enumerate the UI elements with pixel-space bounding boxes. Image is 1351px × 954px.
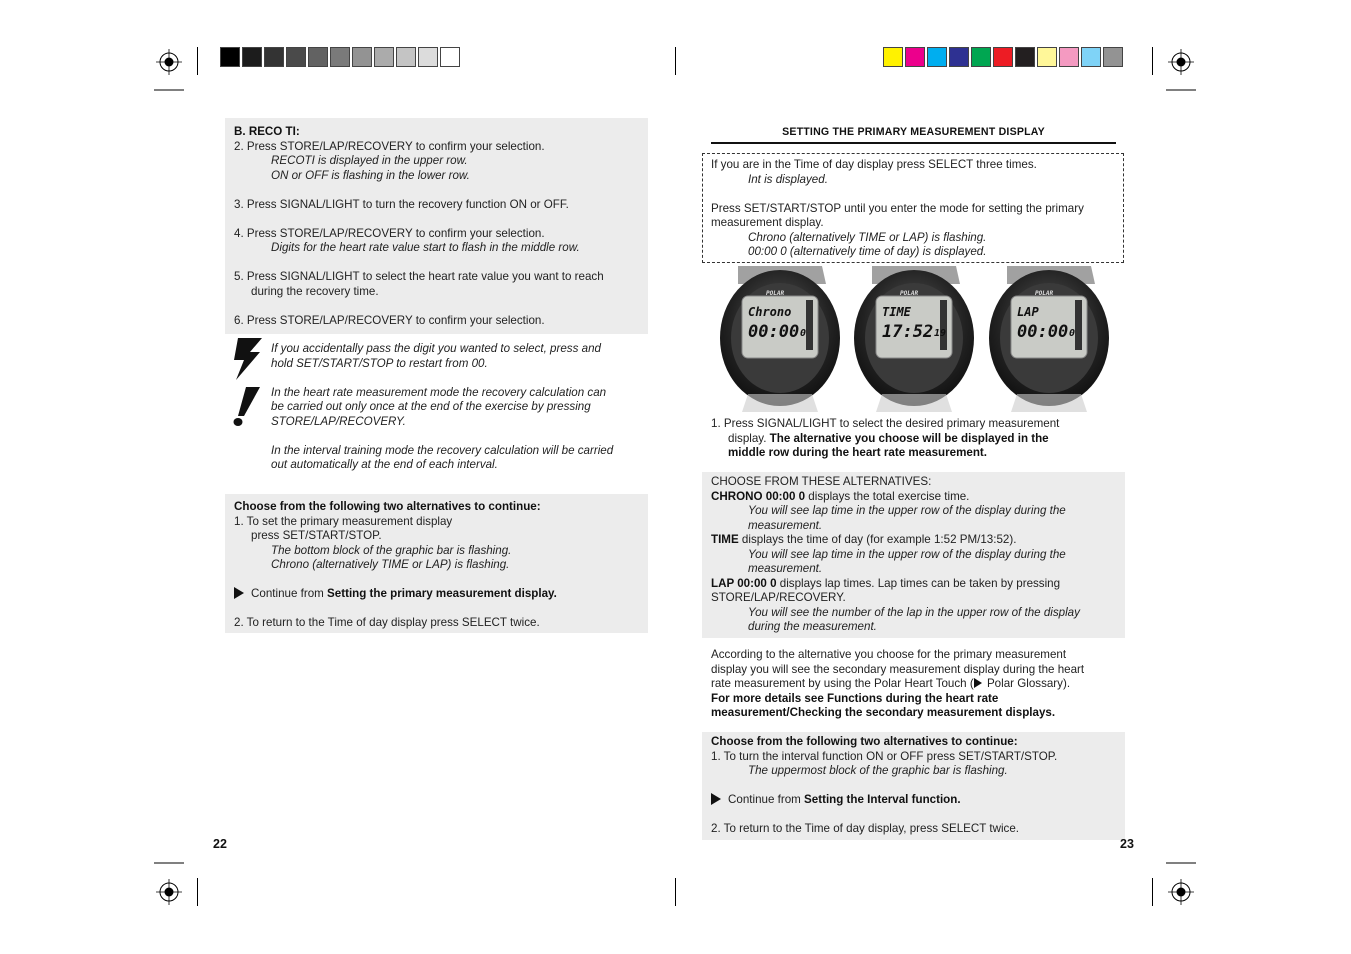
alt-note: You will see the number of the lap in the upper row of the display: [748, 605, 1080, 619]
color-swatch: [286, 47, 306, 67]
color-swatch: [308, 47, 328, 67]
grayscale-bar: [220, 47, 467, 68]
color-swatch: [242, 47, 262, 67]
alt-label: TIME: [711, 533, 739, 546]
intro-note: 00:00 0 (alternatively time of day) is displayed.: [748, 245, 987, 258]
choose-title: Choose from the following two alternatives to continue:: [711, 735, 1018, 748]
step-note: ON or OFF is flashing in the lower row.: [271, 168, 470, 182]
option-text: 1. To set the primary measurement display: [234, 514, 453, 528]
color-swatch: [264, 47, 284, 67]
crop-mark: [675, 47, 676, 75]
color-swatch: [1015, 47, 1035, 67]
step-text: 4. Press STORE/LAP/RECOVERY to confirm your selection.: [234, 226, 545, 240]
alt-note: You will see lap time in the upper row of the display during the: [748, 547, 1066, 561]
watch-middle-row: 00:00: [748, 322, 800, 342]
choose-title: Choose from the following two alternatives to continue:: [234, 500, 541, 513]
alternatives-title: CHOOSE FROM THESE ALTERNATIVES:: [711, 475, 932, 488]
watch-small-digits: 0: [1069, 328, 1076, 339]
color-swatch: [1081, 47, 1101, 67]
note-text: STORE/LAP/RECOVERY.: [271, 414, 406, 428]
paragraph-text: rate measurement by using the Polar Heart Touch (: [711, 677, 974, 690]
step-text: 2. Press STORE/LAP/RECOVERY to confirm your selection.: [234, 139, 545, 153]
intro-note: Int is displayed.: [748, 172, 828, 186]
alt-text: STORE/LAP/RECOVERY.: [711, 591, 846, 604]
watch-top-row: LAP: [1017, 305, 1039, 319]
option-note: The uppermost block of the graphic bar is flashing.: [748, 764, 1008, 777]
alt-note: measurement.: [748, 518, 823, 532]
watch-small-digits: 0: [800, 328, 807, 339]
choose-section-left: [234, 500, 557, 631]
arrow-right-icon: [974, 678, 982, 688]
color-swatch: [905, 47, 925, 67]
note-text: In the interval training mode the recovery calculation will be carried: [271, 443, 614, 457]
crop-mark: [197, 47, 198, 75]
alt-note: You will see lap time in the upper row of the display during the: [748, 504, 1066, 517]
note-text: out automatically at the end of each interval.: [271, 458, 498, 471]
registration-mark-icon: [1166, 862, 1196, 908]
reco-section: [234, 125, 604, 328]
page-number-right: 23: [1120, 837, 1134, 851]
crop-mark: [1152, 878, 1153, 906]
paragraph-text: display you will see the secondary measurement display during the heart: [711, 662, 1085, 676]
paragraph-bold: For more details see Functions during the heart rate: [711, 691, 999, 705]
color-swatch: [1037, 47, 1057, 67]
watch-top-row: TIME: [882, 305, 911, 319]
intro-text: Press SET/START/STOP until you enter the mode for setting the primary: [711, 201, 1084, 215]
page-number-left: 22: [213, 837, 227, 851]
step-text: 6. Press STORE/LAP/RECOVERY to confirm your selection.: [234, 313, 545, 327]
color-swatch: [374, 47, 394, 67]
color-swatch: [1103, 47, 1123, 67]
intro-section: [711, 158, 1084, 260]
alt-note: during the measurement.: [748, 620, 877, 633]
step-text: 1. Press SIGNAL/LIGHT to select the desired primary measurement: [711, 417, 1060, 430]
note-text: be carried out only once at the end of the exercise by pressing: [271, 400, 591, 413]
heading-rule: [711, 142, 1116, 144]
step-text: during the recovery time.: [251, 284, 379, 298]
color-swatch: [418, 47, 438, 67]
watch-middle-row: 00:00: [1017, 322, 1069, 342]
watch-small-digits: 19: [934, 328, 947, 339]
intro-text: measurement display.: [711, 216, 824, 229]
watch-middle-row: 17:52: [882, 322, 934, 342]
color-swatch: [927, 47, 947, 67]
crop-mark: [197, 878, 198, 906]
option-note: The bottom block of the graphic bar is flashing.: [271, 543, 512, 557]
registration-mark-icon: [154, 862, 184, 908]
alt-label: CHRONO 00:00 0: [711, 489, 806, 503]
arrow-right-icon: [711, 793, 721, 805]
step1-section: [711, 417, 1059, 461]
note-text: In the heart rate measurement mode the recovery calculation can: [271, 385, 607, 399]
intro-text: If you are in the Time of day display press SELECT three times.: [711, 158, 1037, 171]
watch-top-row: Chrono: [748, 305, 792, 319]
arrow-right-icon: [234, 587, 244, 599]
paragraph-text: Polar Glossary).: [983, 677, 1071, 690]
option-note: Chrono (alternatively TIME or LAP) is flashing.: [271, 558, 510, 571]
color-swatch: [883, 47, 903, 67]
registration-mark-icon: [1166, 47, 1196, 91]
step-text: display.: [728, 431, 770, 445]
paragraph-text: According to the alternative you choose for the primary measurement: [711, 648, 1067, 661]
exclamation-icon: [230, 386, 262, 428]
step-text: 3. Press SIGNAL/LIGHT to turn the recovery function ON or OFF.: [234, 197, 569, 211]
option-text: press SET/START/STOP.: [251, 529, 382, 542]
step-note: Digits for the heart rate value start to flash in the middle row.: [271, 241, 580, 254]
color-bar: [883, 47, 1130, 68]
watch-brand: POLAR: [766, 290, 785, 297]
watch-brand: POLAR: [1035, 290, 1054, 297]
note-text: If you accidentally pass the digit you wanted to select, press and: [271, 342, 601, 355]
color-swatch: [949, 47, 969, 67]
step-note: RECOTI is displayed in the upper row.: [271, 154, 468, 167]
option-text: 1. To turn the interval function ON or OFF press SET/START/STOP.: [711, 749, 1058, 763]
color-swatch: [396, 47, 416, 67]
continue-link: Setting the primary measurement display.: [327, 587, 557, 600]
alt-label: LAP 00:00 0: [711, 576, 777, 590]
color-swatch: [220, 47, 240, 67]
choose-section-right: [711, 735, 1057, 837]
continue-line: Continue from Setting the Interval function.: [711, 793, 1057, 808]
paragraph-bold: measurement/Checking the secondary measurement displays.: [711, 706, 1056, 719]
step-bold: The alternative you choose will be displayed in the: [769, 431, 1049, 445]
intro-note: Chrono (alternatively TIME or LAP) is flashing.: [748, 230, 987, 244]
option-text: 2. To return to the Time of day display press SELECT twice.: [234, 616, 540, 629]
continue-line: Continue from Setting the primary measurement display.: [234, 587, 557, 602]
reco-title: B. RECO TI:: [234, 125, 300, 138]
note-text: hold SET/START/STOP to restart from 00.: [271, 356, 488, 370]
color-swatch: [1059, 47, 1079, 67]
lightning-icon: [232, 338, 264, 380]
step-bold: middle row during the heart rate measurement.: [728, 446, 987, 459]
section-heading: SETTING THE PRIMARY MEASUREMENT DISPLAY: [782, 126, 1045, 138]
alternatives-section: CHOOSE FROM THESE ALTERNATIVES: CHRONO 00:00 0 displays the total exercise time. You will see lap time in the upper row of the display during the measurement. TIME displays the time of day (for example 1:52 PM/13:52). You will see lap time in the upper row of the display during the measurement. LAP 00:00 0 displays lap times. Lap times can be taken by pressing STORE/LAP/RECOVERY. You will see the number of the lap in the upper row of the display during the measurement.: [711, 475, 1080, 633]
color-swatch: [971, 47, 991, 67]
continue-link: Setting the Interval function.: [804, 793, 961, 806]
option-text: 2. To return to the Time of day display, press SELECT twice.: [711, 822, 1020, 835]
color-swatch: [352, 47, 372, 67]
crop-mark: [1152, 47, 1153, 75]
according-section: [711, 648, 1084, 721]
color-swatch: [330, 47, 350, 67]
registration-mark-icon: [154, 47, 184, 91]
alt-note: measurement.: [748, 562, 823, 575]
crop-mark: [675, 878, 676, 906]
notes-section: [271, 342, 613, 473]
color-swatch: [440, 47, 460, 67]
step-text: 5. Press SIGNAL/LIGHT to select the heart rate value you want to reach: [234, 270, 604, 283]
watch-brand: POLAR: [900, 290, 919, 297]
color-swatch: [993, 47, 1013, 67]
